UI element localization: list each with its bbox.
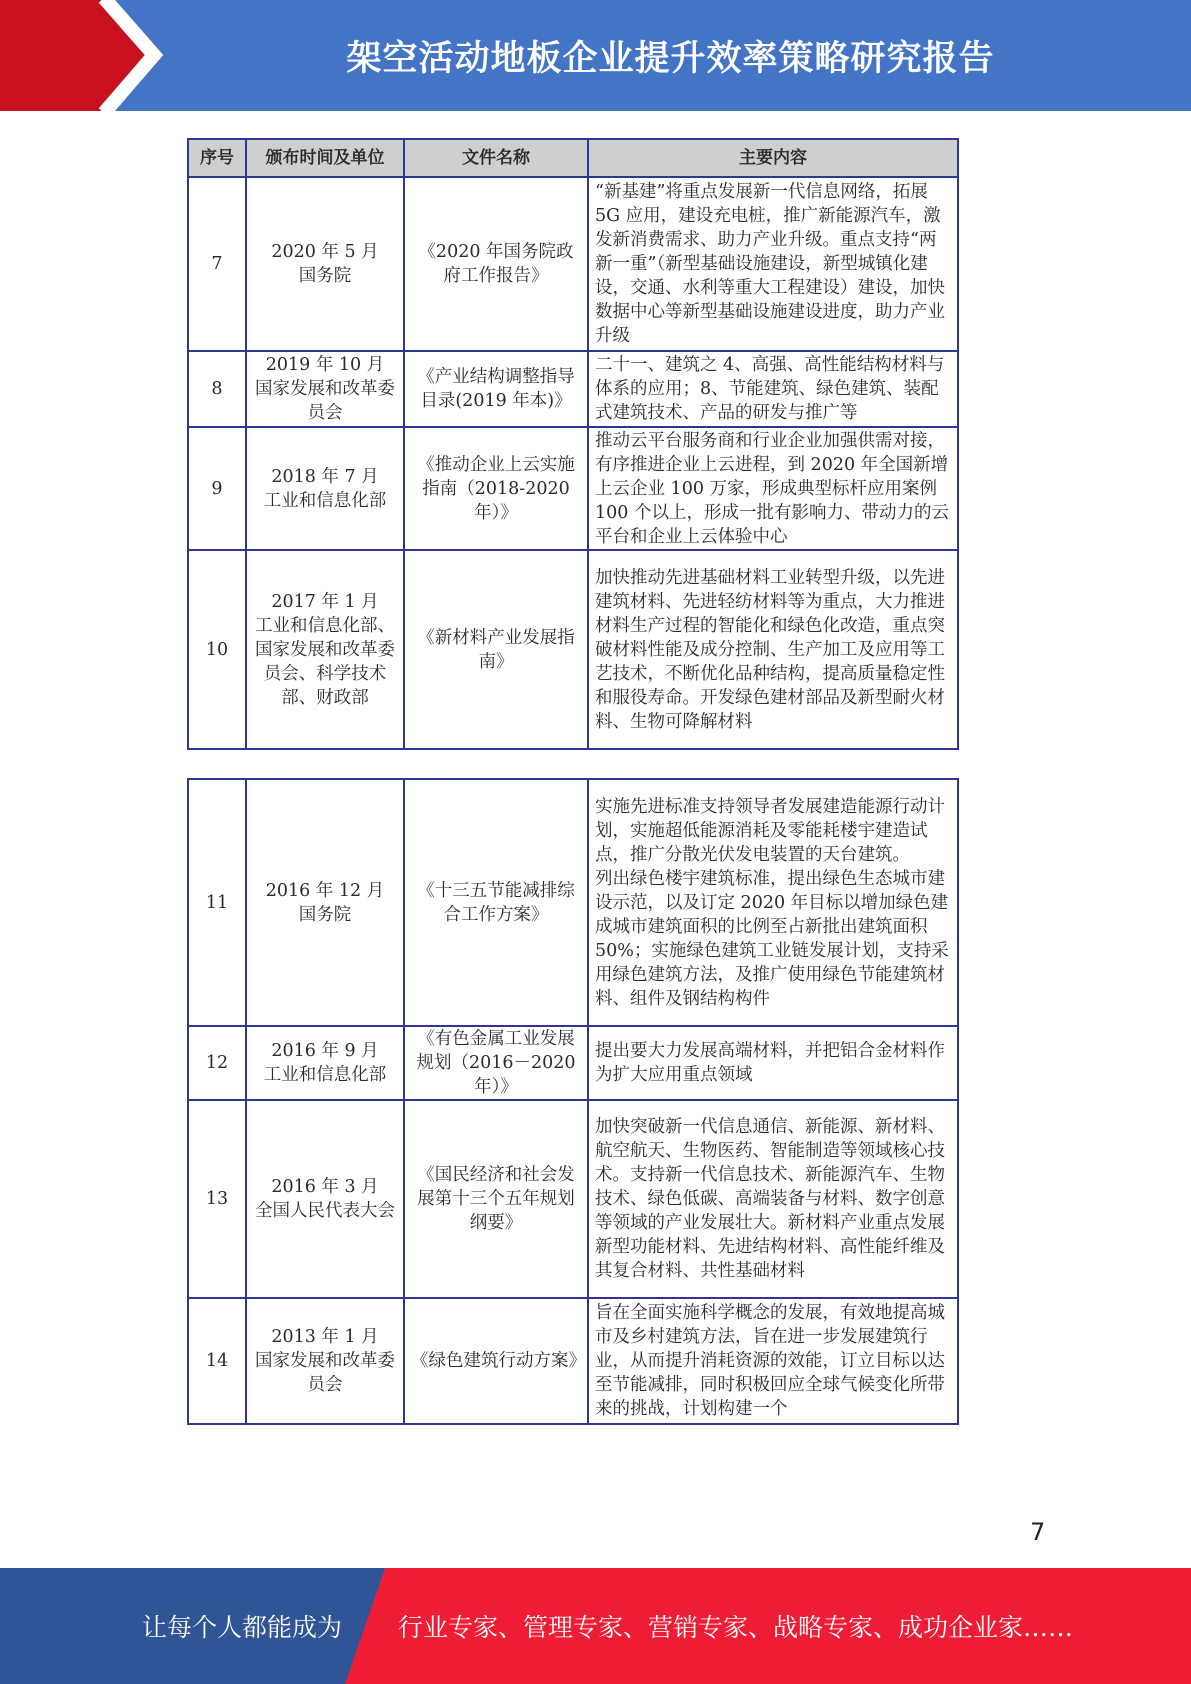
row-date-org xyxy=(246,351,404,427)
row-date-org xyxy=(246,427,404,550)
page-footer xyxy=(0,1568,1191,1684)
row-doc-name: 《2020 年国务院政府工作报告》 xyxy=(404,177,588,351)
row-date-org xyxy=(246,1026,404,1100)
table-row xyxy=(188,351,958,427)
row-org: 工业和信息化部、国家发展和改革委员会、科学技术部、财政部 xyxy=(255,615,395,708)
row-date: 2016 年 9 月 xyxy=(271,1041,379,1061)
row-date: 2016 年 3 月 xyxy=(271,1177,379,1197)
row-org: 国家发展和改革委员会 xyxy=(255,379,395,423)
header-date-org: 颁布时间及单位 xyxy=(246,139,404,177)
table-row xyxy=(188,1100,958,1298)
table-row xyxy=(188,1026,958,1100)
row-no: 8 xyxy=(188,351,246,427)
row-date: 2019 年 10 月 xyxy=(265,355,385,375)
row-no: 10 xyxy=(188,550,246,749)
row-content: 实施先进标准支持领导者发展建造能源行动计划，实施超低能源消耗及零能耗楼宇建造试点，推广分散光伏发电装置的天台建筑。 列出绿色楼宇建筑标准，提出绿色生态城市建设示范，以及订定 2020 年目标以增加绿色建成城市建筑面积的比例至占新批出建筑面积 50%；实施绿色建筑工业链发展计划，支持采用绿色建筑方法，及推广使用绿色节能建筑材料、组件及钢结构构件 xyxy=(588,779,958,1026)
row-org: 国家发展和改革委员会 xyxy=(255,1351,395,1395)
row-content: 提出要大力发展高端材料，并把铝合金材料作为扩大应用重点领域 xyxy=(588,1026,958,1100)
policy-table-part1 xyxy=(187,138,959,750)
row-no: 11 xyxy=(188,779,246,1026)
row-org: 全国人民代表大会 xyxy=(255,1201,395,1221)
row-date-org xyxy=(246,550,404,749)
table-row xyxy=(188,177,958,351)
page-header xyxy=(0,0,1191,111)
header-doc-name: 文件名称 xyxy=(404,139,588,177)
row-content: 推动云平台服务商和行业企业加强供需对接，有序推进企业上云进程，到 2020 年全国新增上云企业 100 万家，形成典型标杆应用案例 100 个以上，形成一批有影响力、带动力的云平台和企业上云体验中心 xyxy=(588,427,958,550)
row-date: 2016 年 12 月 xyxy=(265,880,385,901)
row-no: 12 xyxy=(188,1026,246,1100)
row-org: 工业和信息化部 xyxy=(263,1065,387,1085)
row-doc-name: 《新材料产业发展指南》 xyxy=(404,550,588,749)
table-row xyxy=(188,550,958,749)
row-content: 二十一、建筑之 4、高强、高性能结构材料与体系的应用；8、节能建筑、绿色建筑、装配式建筑技术、产品的研发与推广等 xyxy=(588,351,958,427)
row-doc-name: 《产业结构调整指导目录(2019 年本)》 xyxy=(404,351,588,427)
row-date: 2013 年 1 月 xyxy=(271,1327,379,1347)
row-date-org xyxy=(246,779,404,1026)
row-no: 9 xyxy=(188,427,246,550)
footer-slogan-left: 让每个人都能成为 xyxy=(142,1613,343,1642)
row-org: 国务院 xyxy=(298,904,352,925)
row-content: “新基建”将重点发展新一代信息网络，拓展 5G 应用，建设充电桩，推广新能源汽车，激发新消费需求、助力产业升级。重点支持“两新一重”（新型基础设施建设，新型城镇化建设，交通、水利等重大工程建设）建设，加快数据中心等新型基础设施建设进度，助力产业升级 xyxy=(588,177,958,351)
table-header-row xyxy=(188,139,958,177)
row-date: 2017 年 1 月 xyxy=(271,591,379,612)
row-doc-name: 《国民经济和社会发展第十三个五年规划纲要》 xyxy=(404,1100,588,1298)
row-date-org xyxy=(246,1100,404,1298)
row-date: 2018 年 7 月 xyxy=(271,466,379,487)
row-date-org xyxy=(246,1298,404,1424)
row-doc-name: 《十三五节能减排综合工作方案》 xyxy=(404,779,588,1026)
row-content: 加快推动先进基础材料工业转型升级，以先进建筑材料、先进轻纺材料等为重点，大力推进材料生产过程的智能化和绿色化改造，重点突破材料性能及成分控制、生产加工及应用等工艺技术，不断优化品种结构，提高质量稳定性和服役寿命。开发绿色建材部品及新型耐火材料、生物可降解材料 xyxy=(588,550,958,749)
row-content: 加快突破新一代信息通信、新能源、新材料、航空航天、生物医药、智能制造等领域核心技术。支持新一代信息技术、新能源汽车、生物技术、绿色低碳、高端装备与材料、数字创意等领域的产业发展壮大。新材料产业重点发展新型功能材料、先进结构材料、高性能纤维及其复合材料、共性基础材料 xyxy=(588,1100,958,1298)
row-org: 工业和信息化部 xyxy=(263,490,387,511)
row-no: 14 xyxy=(188,1298,246,1424)
table-row xyxy=(188,779,958,1026)
footer-slogan-right: 行业专家、管理专家、营销专家、战略专家、成功企业家…… xyxy=(398,1613,1074,1642)
page-number: 7 xyxy=(1030,1518,1046,1546)
report-title: 架空活动地板企业提升效率策略研究报告 xyxy=(346,38,995,79)
row-org: 国务院 xyxy=(298,266,352,286)
row-date: 2020 年 5 月 xyxy=(271,242,379,262)
policy-table-part2 xyxy=(187,778,959,1425)
header-content: 主要内容 xyxy=(588,139,958,177)
row-no: 7 xyxy=(188,177,246,351)
row-doc-name: 《有色金属工业发展规划（2016－2020 年）》 xyxy=(404,1026,588,1100)
row-no: 13 xyxy=(188,1100,246,1298)
table-row xyxy=(188,1298,958,1424)
row-content: 旨在全面实施科学概念的发展，有效地提高城市及乡村建筑方法，旨在进一步发展建筑行业，从而提升消耗资源的效能，订立目标以达至节能减排，同时积极回应全球气候变化所带来的挑战，计划构建一个 xyxy=(588,1298,958,1424)
header-no: 序号 xyxy=(188,139,246,177)
table-row xyxy=(188,427,958,550)
row-doc-name: 《绿色建筑行动方案》 xyxy=(404,1298,588,1424)
row-doc-name: 《推动企业上云实施指南（2018-2020 年）》 xyxy=(404,427,588,550)
row-date-org xyxy=(246,177,404,351)
